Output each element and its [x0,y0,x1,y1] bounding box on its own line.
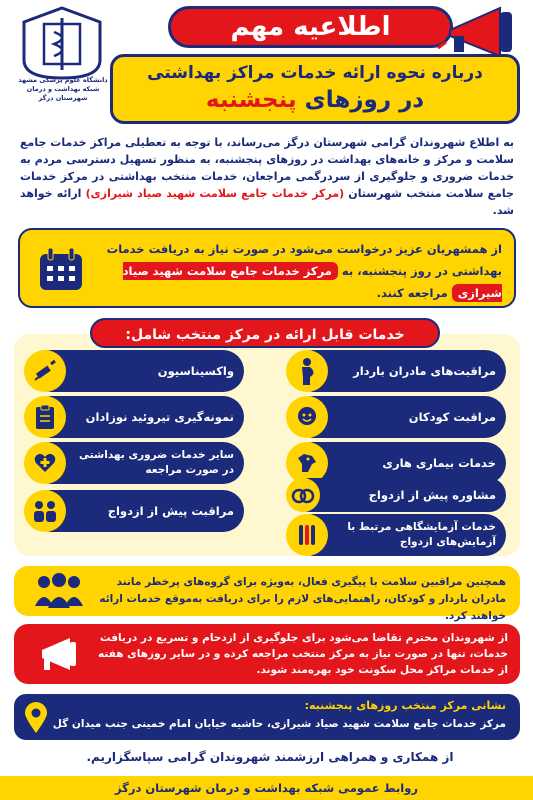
syringe-icon [24,350,66,392]
service-label: خدمات آزمایشگاهی مرتبط با آزمایش‌های ازدواج [347,521,496,548]
thanks-message: از همکاری و همراهی ارزشمند شهروندان گرامی سپاسگزاریم. [86,750,454,764]
notice-text-b: مراجعه کنند. [376,286,452,300]
calendar-icon [38,248,84,292]
address-title: نشانی مرکز منتخب روزهای پنجشنبه: [304,699,506,712]
service-label: مشاوره پیش از ازدواج [368,487,496,502]
health-workers-note [14,566,520,622]
intro-text-a: به اطلاع شهروندان گرامی شهرستان درگز می‌رساند، با توجه به تعطیلی مراکز خدمات جامع سلامت و مرکز و خانه‌های بهداشت در روزهای پنجشنبه، به منظور تسهیل دسترسی مردم به خدمات ضروری و جلوگیری از سردرگمی مراجعان، خدمات منتخب بهداشتی در مرکز خدمات جامع سلامت منتخب شهرستان [20,136,514,200]
notice-text [82,238,502,304]
couple-icon [24,490,66,532]
page-title: اطلاعیه مهم [168,6,453,48]
service-label: مراقبت‌های مادران باردار [353,363,496,378]
warning-text: از شهروندان محترم تقاضا می‌شود برای جلوگیری از ازدحام و تسریع در دریافت خدمات، تنها در صورت نیاز به مرکز منتخب مراجعه کرده و در سایر روزهای هفته از خدمات مراکز محل سکونت خود بهره‌مند شوند. [98,632,508,676]
subtitle-thursday: پنجشنبه [205,87,297,113]
service-premarital-lab [292,514,506,556]
intro-center-name: (مرکز خدمات جامع سلامت شهید صیاد شیرازی) [85,187,345,200]
child-icon [286,396,328,438]
people-group-icon [32,572,86,610]
service-label: سایر خدمات ضروری بهداشتی در صورت مراجعه [79,449,234,476]
service-other-essential [30,442,244,484]
address-text: مرکز خدمات جامع سلامت شهید صیاد شیرازی، حاشیه خیابان امام خمینی جنب میدان گل [52,718,506,730]
subtitle-line-2-a: در روزهای [296,87,425,113]
notice-text-a: از همشهریان عزیز درخواست می‌شود در صورت نیاز به دریافت خدمات بهداشتی در روز پنجشنبه، به [106,242,502,278]
logo-text: دانشگاه علوم پزشکی مشهد شبکه بهداشت و درمان شهرستان درگز [18,76,108,102]
clipboard-icon [24,396,66,438]
location-pin-icon [24,702,48,734]
service-label: نمونه‌گیری تیروئید نوزادان [85,409,234,424]
service-premarital-care [30,490,244,532]
header [0,0,533,120]
service-premarital-counseling [292,478,506,512]
megaphone-icon [430,2,530,62]
health-workers-text: همچنین مراقبین سلامت با پیگیری فعال، به‌ویژه برای گروه‌های پرخطر مانند مادران باردار و کودکان، راهنمایی‌های لازم را برای دریافت به‌موقع خدمات ارائه خواهند کرد. [99,576,506,622]
service-prenatal-care [292,350,506,392]
test-tubes-icon [286,514,328,556]
service-vaccination [30,350,244,392]
subtitle-box [110,54,520,124]
heart-icon [24,442,66,484]
subtitle-line-2 [113,87,517,113]
service-label: مراقبت کودکان [408,409,496,424]
service-label: خدمات بیماری هاری [382,455,496,470]
address-box [14,694,520,740]
service-label: مراقبت پیش از ازدواج [107,503,234,518]
footer-credit: روابط عمومی شبکه بهداشت و درمان شهرستان درگز [0,776,533,800]
service-child-care [292,396,506,438]
subtitle-line-1: درباره نحوه ارائه خدمات مراکز بهداشتی [147,63,483,83]
notice-box [18,228,516,308]
intro-paragraph [20,134,514,219]
notice-center-pill: مرکز خدمات جامع سلامت شهید صیاد شیرازی [122,264,502,300]
service-thyroid-screening [30,396,244,438]
intro-text-b: ارائه خواهد شد. [20,187,514,217]
services-title: خدمات قابل ارائه در مرکز منتخب شامل: [90,318,440,348]
rings-icon [286,478,320,512]
megaphone-icon [36,634,84,674]
pregnant-icon [286,350,328,392]
crowding-warning [14,624,520,684]
service-label: واکسیناسیون [157,363,234,378]
